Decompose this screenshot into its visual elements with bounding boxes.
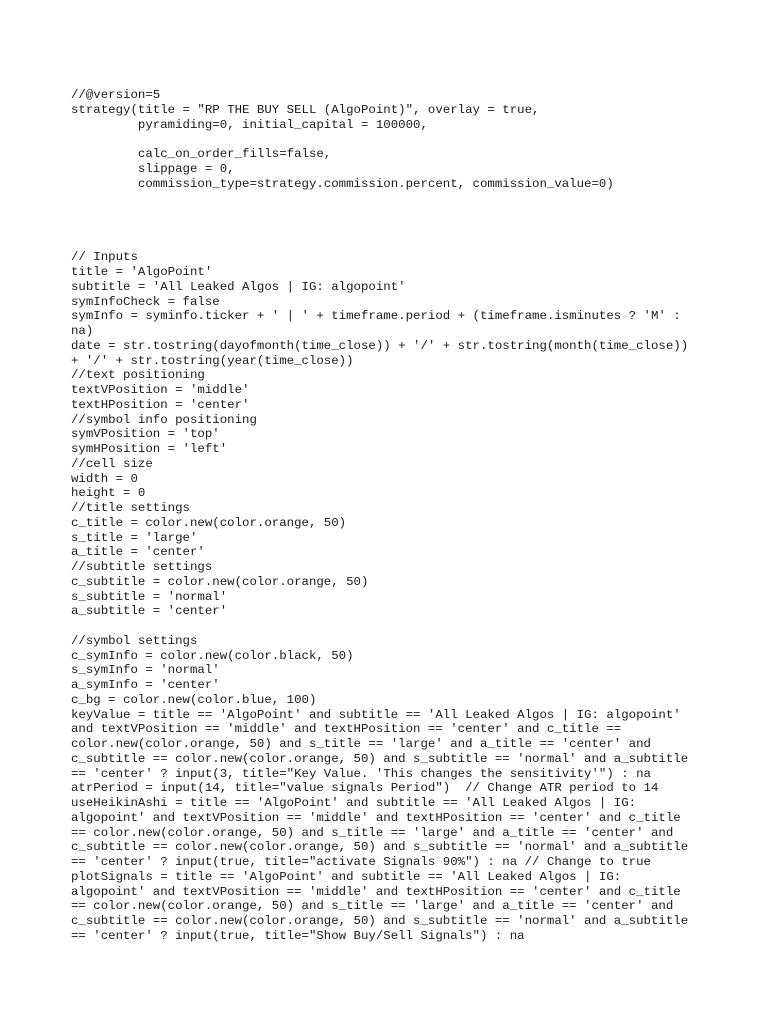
blank-line [71, 132, 711, 147]
blank-line [71, 236, 711, 251]
code-line: //title settings [71, 501, 190, 515]
blank-line [71, 221, 711, 236]
code-line: algopoint' and textVPosition == 'middle' and textHPosition == 'center' and c_title [71, 884, 681, 899]
code-line: c_subtitle == color.new(color.orange, 50) and s_subtitle == 'normal' and a_subtitle [71, 914, 689, 928]
code-line: color.new(color.orange, 50) and s_title == 'large' and a_title == 'center' and [71, 737, 651, 751]
code-line: title = 'AlgoPoint' [71, 265, 213, 279]
code-line: //text positioning [71, 368, 205, 383]
code-line: c_bg = color.new(color.blue, 100) [71, 692, 317, 707]
blank-line [71, 206, 711, 221]
code-line: symInfoCheck = false [71, 294, 220, 309]
code-line: == 'center' ? input(true, title="Show Buy/Sell Signals") : na [71, 928, 525, 943]
code-line: na) [71, 324, 94, 338]
code-line: commission_type=strategy.commission.percent, commission_value=0) [71, 176, 614, 191]
code-line: strategy(title = "RP THE BUY SELL (AlgoPoint)", overlay = true, [71, 102, 540, 117]
code-line: //@version=5 [71, 88, 161, 102]
code-line: useHeikinAshi = title == 'AlgoPoint' and subtitle == 'All Leaked Algos | IG: [71, 796, 637, 810]
code-line: plotSignals = title == 'AlgoPoint' and subtitle == 'All Leaked Algos | IG: [71, 869, 622, 884]
code-line: s_title = 'large' [71, 530, 198, 545]
code-line: symHPosition = 'left' [71, 442, 228, 456]
code-line: date = str.tostring(dayofmonth(time_close)) + '/' + str.tostring(month(time_close)) [71, 338, 689, 353]
code-line: // Inputs [71, 250, 138, 265]
code-line: subtitle = 'All Leaked Algos | IG: algopoint' [71, 279, 406, 294]
code-line: a_title = 'center' [71, 545, 205, 560]
code-line: c_subtitle = color.new(color.orange, 50) [71, 574, 369, 589]
code-line: c_symInfo = color.new(color.black, 50) [71, 648, 354, 663]
code-line: //subtitle settings [71, 560, 213, 574]
code-line: pyramiding=0, initial_capital = 100000, [71, 117, 428, 132]
code-line: algopoint' and textVPosition == 'middle' and textHPosition == 'center' and c_title [71, 810, 681, 825]
code-line: c_subtitle == color.new(color.orange, 50) and s_subtitle == 'normal' and a_subtitle [71, 840, 689, 855]
code-line: and textVPosition == 'middle' and textHPosition == 'center' and c_title == [71, 722, 622, 737]
code-line: //cell size [71, 456, 153, 471]
code-line: == 'center' ? input(true, title="activate Signals 90%") : na // Change to true [71, 855, 651, 869]
code-line: textVPosition = 'middle' [71, 383, 250, 397]
code-line: == 'center' ? input(3, title="Key Value. 'This changes the sensitivity'") : na [71, 766, 651, 781]
code-line: height = 0 [71, 486, 146, 501]
code-line: //symbol settings [71, 633, 198, 648]
code-line: width = 0 [71, 471, 138, 486]
code-line: c_subtitle == color.new(color.orange, 50) and s_subtitle == 'normal' and a_subtitle [71, 751, 689, 766]
code-line: c_title = color.new(color.orange, 50) [71, 515, 347, 530]
code-line: slippage = 0, [71, 161, 235, 176]
blank-line [71, 619, 711, 634]
code-line: == color.new(color.orange, 50) and s_title == 'large' and a_title == 'center' and [71, 899, 674, 914]
code-line: textHPosition = 'center' [71, 397, 250, 412]
code-line: symInfo = syminfo.ticker + ' | ' + timeframe.period + (timeframe.isminutes ? 'M' : [71, 309, 681, 324]
code-line: symVPosition = 'top' [71, 427, 220, 442]
code-line: atrPeriod = input(14, title="value signals Period") // Change ATR period to 14 [71, 781, 659, 796]
code-line: keyValue = title == 'AlgoPoint' and subtitle == 'All Leaked Algos | IG: algopoint' [71, 707, 681, 722]
code-line: s_symInfo = 'normal' [71, 663, 220, 678]
code-line: a_symInfo = 'center' [71, 678, 220, 692]
code-line: s_subtitle = 'normal' [71, 589, 228, 604]
code-line: calc_on_order_fills=false, [71, 147, 332, 161]
code-line: a_subtitle = 'center' [71, 604, 228, 619]
code-line: //symbol info positioning [71, 412, 257, 427]
code-line: == color.new(color.orange, 50) and s_title == 'large' and a_title == 'center' and [71, 825, 674, 840]
blank-line [71, 191, 711, 206]
code-line: + '/' + str.tostring(year(time_close)) [71, 353, 354, 368]
code-document [71, 88, 711, 944]
